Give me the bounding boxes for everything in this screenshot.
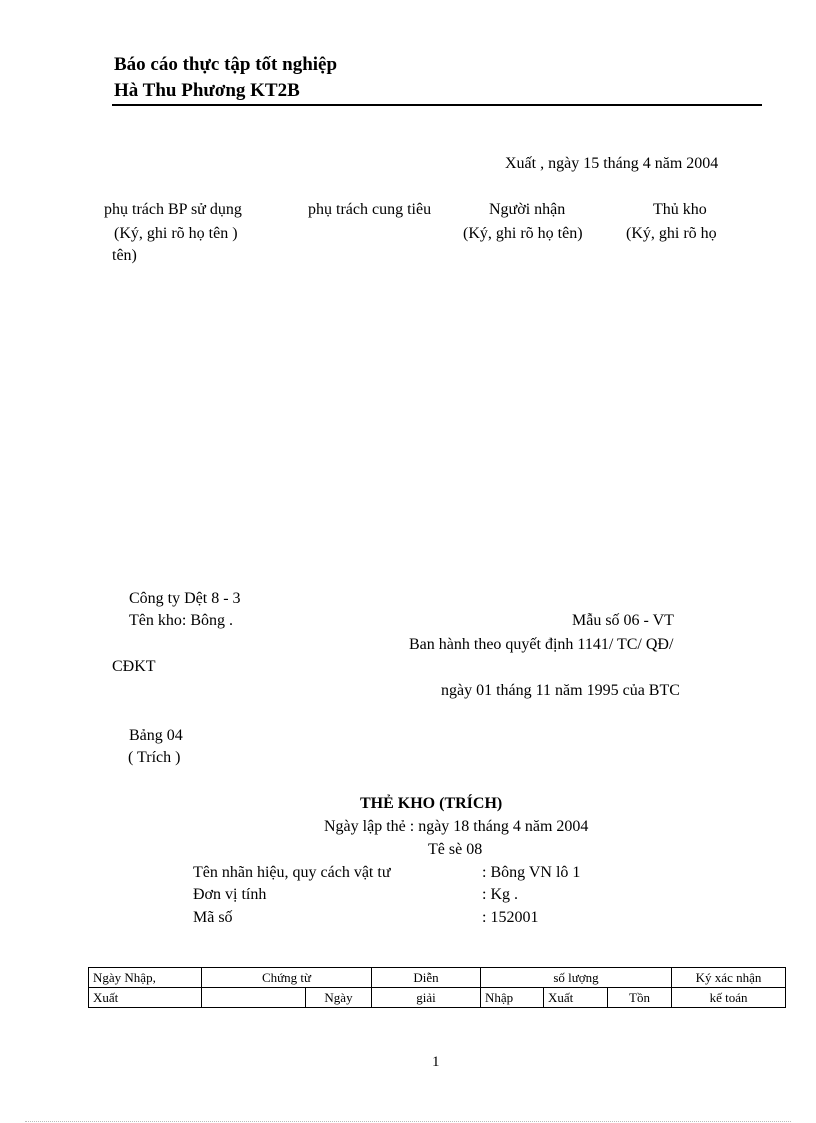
card-sheet: Tê sè 08 [428,841,483,858]
col-out-header: Xuất [544,988,608,1008]
card-label-code: Mã số [193,909,233,926]
card-title: THẺ KHO (TRÍCH) [360,795,503,812]
bp-signer-note: (Ký, ghi rõ họ tên ) [114,225,238,242]
report-title: Báo cáo thực tập tốt nghiệp [114,54,338,75]
keeper-title: Thủ kho [653,201,707,218]
col-desc-subheader: giải [372,988,481,1008]
card-value-code: : 152001 [482,909,539,926]
col-date-header: Ngày Nhập, [89,968,202,988]
receiver-title: Người nhận [489,201,566,218]
col-doc-number-cell [202,988,306,1008]
card-value-spec: : Bông VN lô 1 [482,864,581,881]
header-rule [112,104,762,106]
form-date: ngày 01 tháng 11 năm 1995 của BTC [441,682,680,699]
col-sign-subheader: kế toán [672,988,786,1008]
page-bottom-edge [25,1121,791,1122]
col-in-header: Nhập [481,988,544,1008]
col-qty-header: số lượng [481,968,672,988]
card-made-date: Ngày lập thẻ : ngày 18 tháng 4 năm 2004 [324,818,589,835]
table-subheader-row [89,988,786,1008]
author-line: Hà Thu Phương KT2B [114,80,300,101]
form-decree: Ban hành theo quyết định 1141/ TC/ QĐ/ [409,636,674,653]
stock-card-table [88,967,786,1008]
form-decree-cont: CĐKT [112,658,156,675]
receiver-note: (Ký, ghi rõ họ tên) [463,225,583,242]
supply-signer-title: phụ trách cung tiêu [308,201,432,218]
company-name: Công ty Dệt 8 - 3 [129,590,241,607]
form-code: Mẫu số 06 - VT [572,612,674,629]
card-value-unit: : Kg . [482,886,518,903]
bp-signer-note-cont: tên) [112,247,137,264]
table-ref-note: ( Trích ) [128,749,181,766]
col-doc-header: Chứng từ [202,968,372,988]
col-sign-header: Ký xác nhận [672,968,786,988]
warehouse-name: Tên kho: Bông . [129,612,233,629]
card-label-unit: Đơn vị tính [193,886,267,903]
col-desc-header: Diễn [372,968,481,988]
table-header-row [89,968,786,988]
col-doc-date-header: Ngày [306,988,372,1008]
keeper-note: (Ký, ghi rõ họ [626,225,717,242]
page-number: 1 [432,1054,440,1070]
col-stock-header: Tồn [608,988,672,1008]
col-date-subheader: Xuất [89,988,202,1008]
table-ref: Bảng 04 [129,727,183,744]
card-label-spec: Tên nhãn hiệu, quy cách vật tư [193,864,391,881]
bp-signer-title: phụ trách BP sử dụng [104,201,242,218]
date-line: Xuất , ngày 15 tháng 4 năm 2004 [505,155,719,172]
